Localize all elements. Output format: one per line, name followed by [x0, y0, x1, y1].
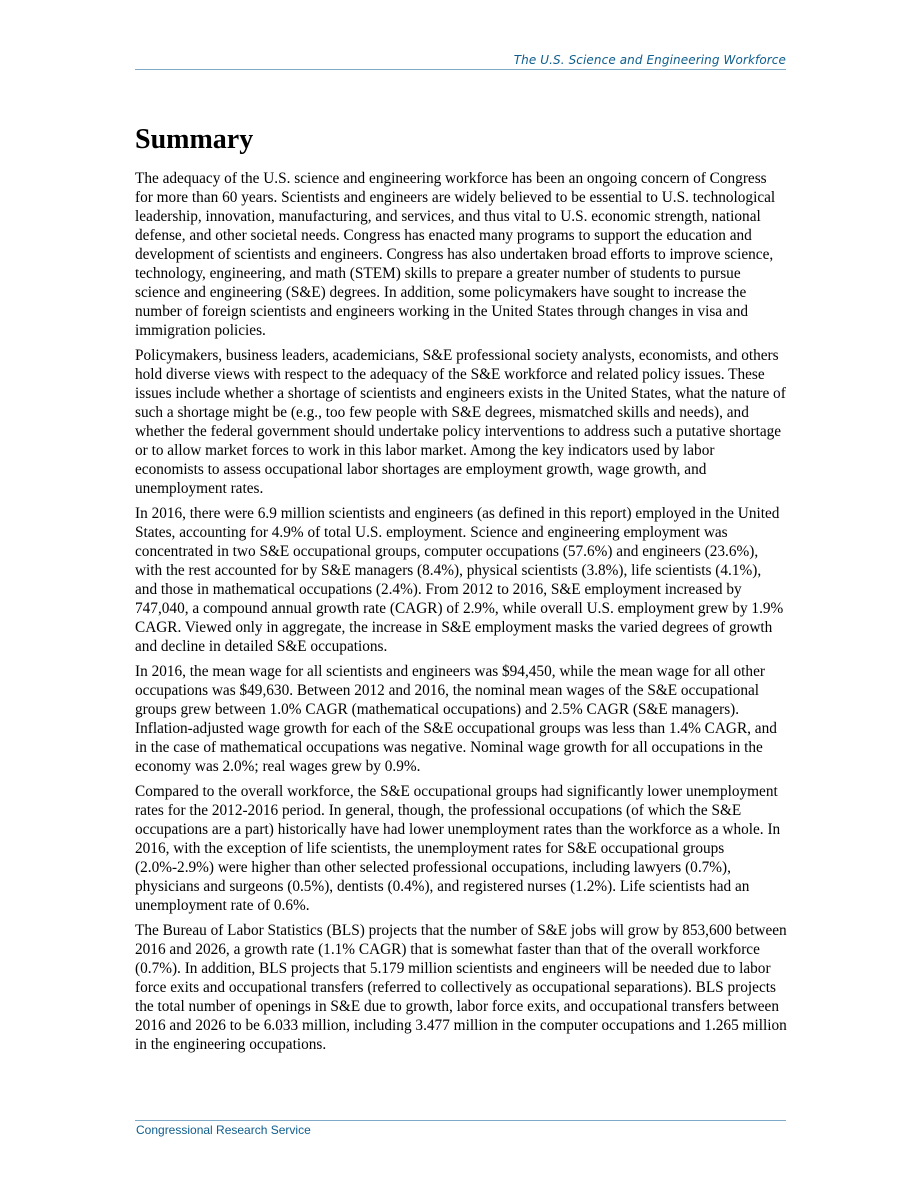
- running-header-title: The U.S. Science and Engineering Workforce: [513, 53, 786, 67]
- paragraph: The adequacy of the U.S. science and engineering workforce has been an ongoing concern of Congress for more than 60 years. Scientists and engineers are widely believed to be essential to U.S. technological leadership, innovation, manufacturing, and services, and thus vital to U.S. economic strength, national defense, and other societal needs. Congress has enacted many programs to support the education and development of scientists and engineers. Congress has also undertaken broad efforts to improve science, technology, engineering, and math (STEM) skills to prepare a greater number of students to pursue science and engineering (S&E) degrees. In addition, some policymakers have sought to increase the number of foreign scientists and engineers working in the United States through changes in visa and immigration policies.: [135, 170, 776, 339]
- footer-divider: [135, 1120, 786, 1121]
- summary-body: [135, 169, 787, 1060]
- paragraph: Policymakers, business leaders, academicians, S&E professional society analysts, economists, and others hold diverse views with respect to the adequacy of the S&E workforce and related policy issues. These issues include whether a shortage of scientists and engineers exists in the United States, what the nature of such a shortage might be (e.g., too few people with S&E degrees, mismatched skills and needs), and whether the federal government should undertake policy interventions to address such a putative shortage or to allow market forces to work in this labor market. Among the key indicators used by labor economists to assess occupational labor shortages are employment growth, wage growth, and unemployment rates.: [135, 347, 786, 497]
- header-divider: [135, 69, 786, 70]
- paragraph: Compared to the overall workforce, the S&E occupational groups had significantly lower unemployment rates for the 2012-2016 period. In general, though, the professional occupations (of which the S&E occupations are a part) historically have had lower unemployment rates than the workforce as a whole. In 2016, with the exception of life scientists, the unemployment rates for S&E occupational groups (2.0%-2.9%) were higher than other selected professional occupations, including lawyers (0.7%), physicians and surgeons (0.5%), dentists (0.4%), and registered nurses (1.2%). Life scientists had an unemployment rate of 0.6%.: [135, 783, 781, 914]
- section-title: Summary: [135, 124, 254, 155]
- paragraph: In 2016, there were 6.9 million scientists and engineers (as defined in this report) employed in the United States, accounting for 4.9% of total U.S. employment. Science and engineering employment was concentrated in two S&E occupational groups, computer occupations (57.6%) and engineers (23.6%), with the rest accounted for by S&E managers (8.4%), physical scientists (3.8%), life scientists (4.1%), and those in mathematical occupations (2.4%). From 2012 to 2016, S&E employment increased by 747,040, a compound annual growth rate (CAGR) of 2.9%, while overall U.S. employment grew by 1.9% CAGR. Viewed only in aggregate, the increase in S&E employment masks the varied degrees of growth and decline in detailed S&E occupations.: [135, 505, 784, 655]
- paragraph: The Bureau of Labor Statistics (BLS) projects that the number of S&E jobs will grow by 853,600 between 2016 and 2026, a growth rate (1.1% CAGR) that is somewhat faster than that of the overall workforce (0.7%). In addition, BLS projects that 5.179 million scientists and engineers will be needed due to labor force exits and occupational transfers (referred to collectively as occupational separations). BLS projects the total number of openings in S&E due to growth, labor force exits, and occupational transfers between 2016 and 2026 to be 6.033 million, including 3.477 million in the computer occupations and 1.265 million in the engineering occupations.: [135, 922, 787, 1053]
- footer-organization: Congressional Research Service: [136, 1123, 311, 1137]
- paragraph: In 2016, the mean wage for all scientists and engineers was $94,450, while the mean wage for all other occupations was $49,630. Between 2012 and 2016, the nominal mean wages of the S&E occupational groups grew between 1.0% CAGR (mathematical occupations) and 2.5% CAGR (S&E managers). Inflation-adjusted wage growth for each of the S&E occupational groups was less than 1.4% CAGR, and in the case of mathematical occupations was negative. Nominal wage growth for all occupations in the economy was 2.0%; real wages grew by 0.9%.: [135, 663, 777, 775]
